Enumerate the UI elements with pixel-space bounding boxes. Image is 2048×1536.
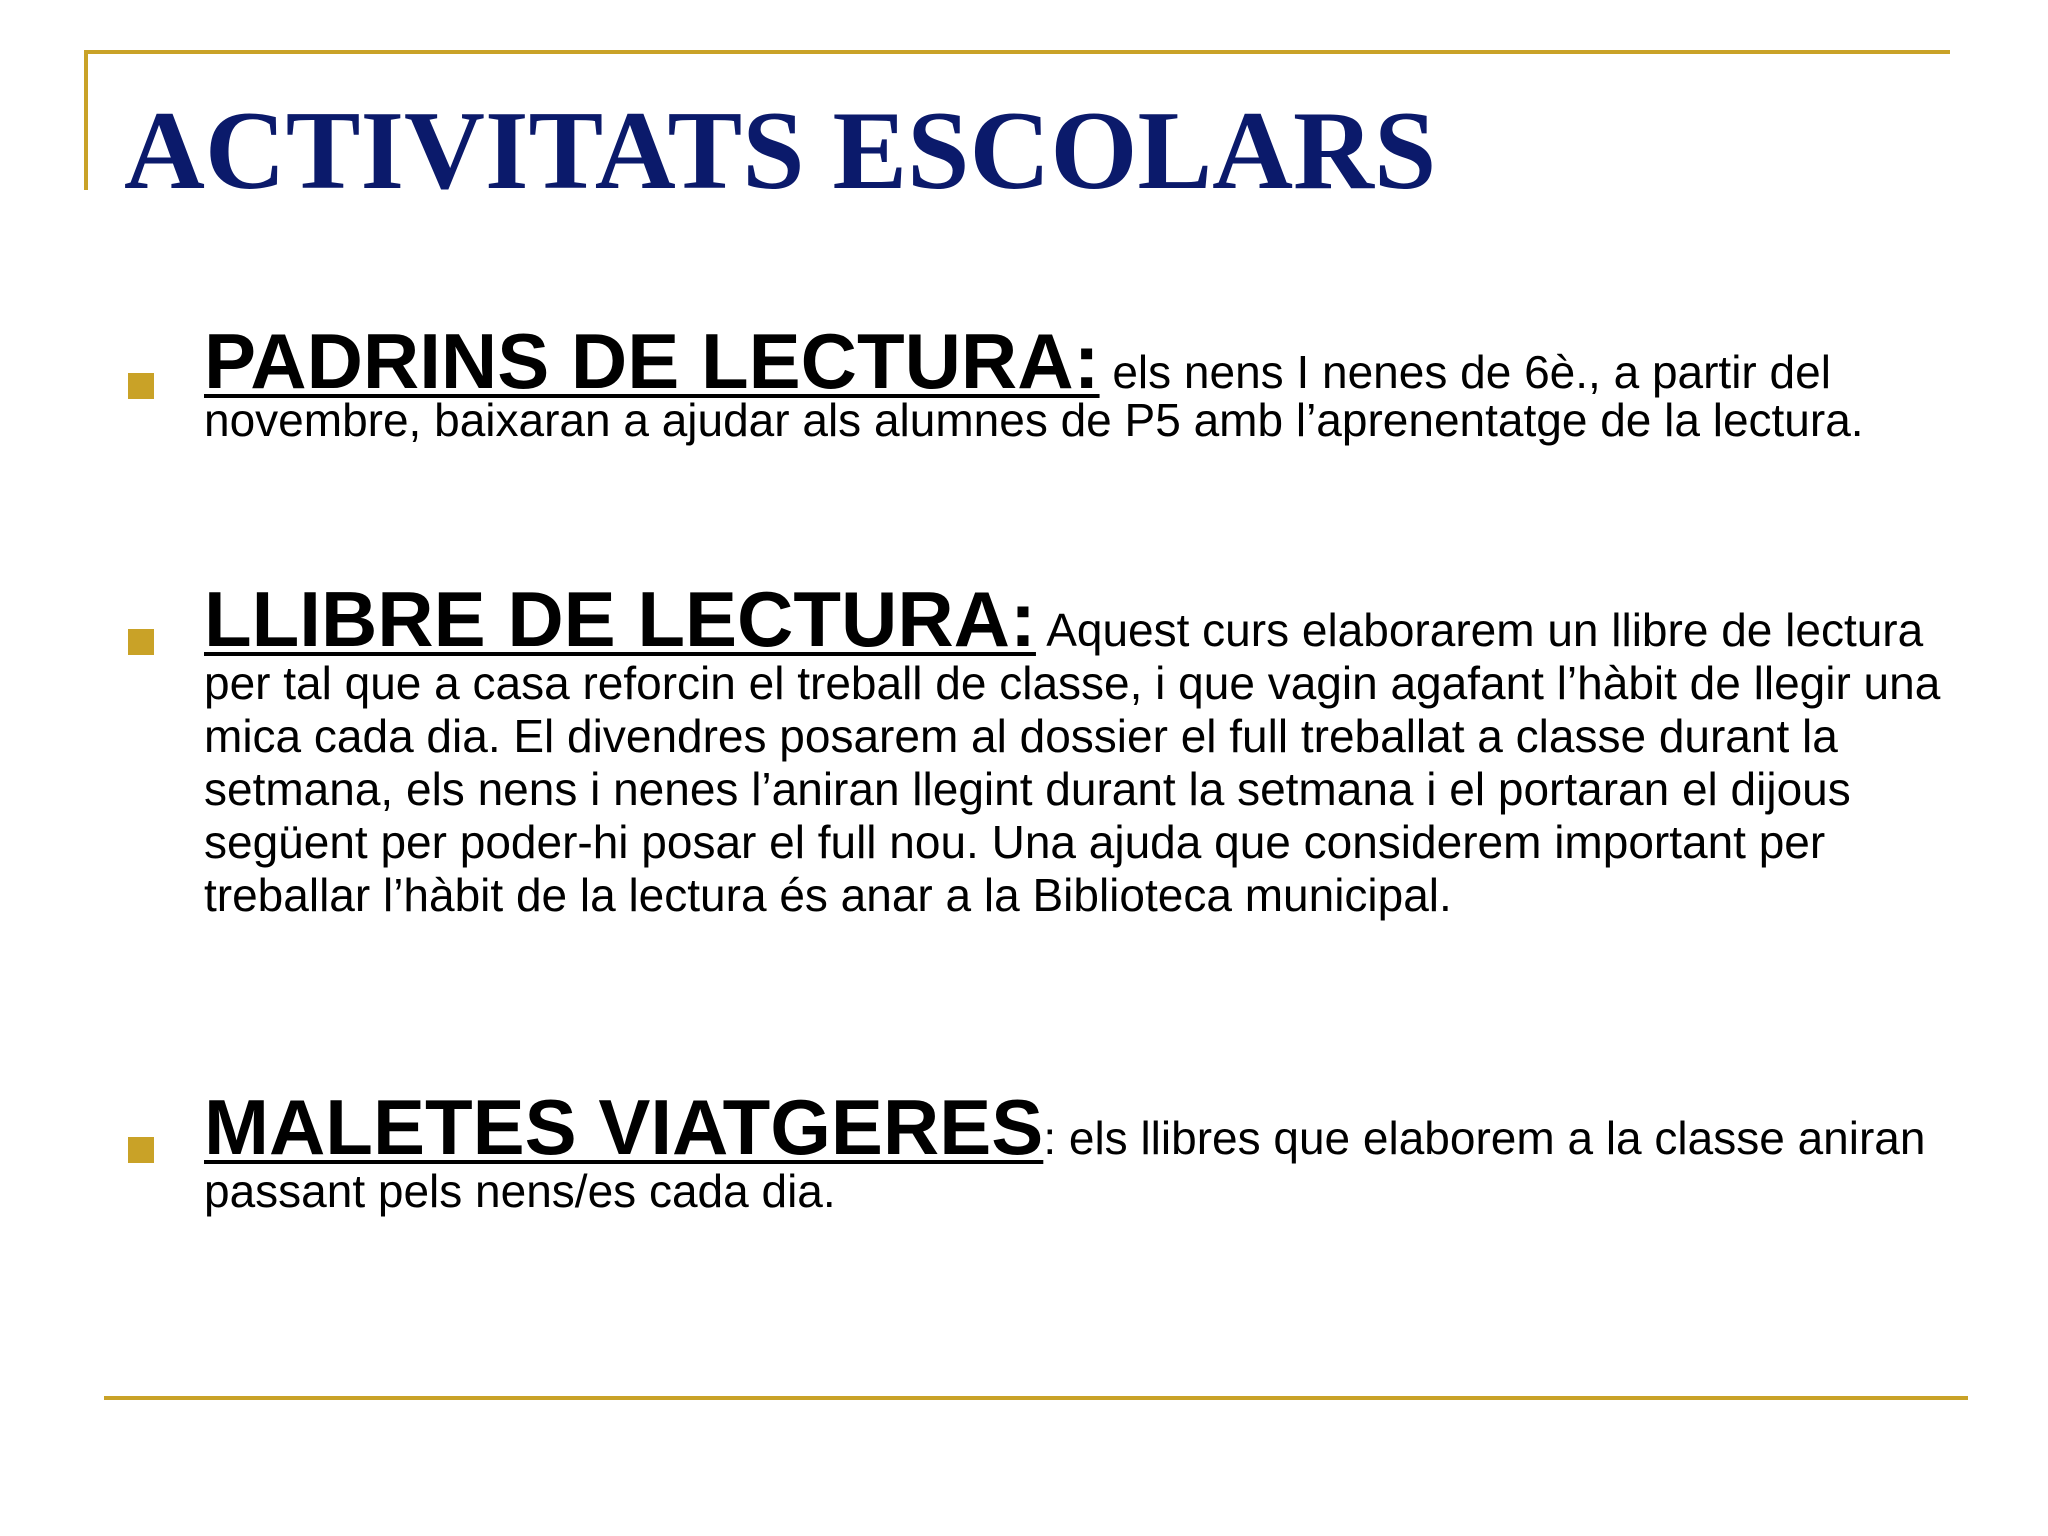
bullet-description: : els llibres que elaborem a la classe aniran passant pels nens/es cada dia. [204, 1112, 1926, 1217]
square-bullet-icon [128, 373, 154, 399]
square-bullet-icon [128, 1137, 154, 1163]
bullet-text [204, 317, 1948, 446]
bullet-term: PADRINS DE LECTURA: [204, 317, 1100, 405]
bottom-divider [104, 1396, 1968, 1400]
square-bullet-icon [128, 629, 154, 655]
bullet-description: Aquest curs elaborarem un llibre de lectura per tal que a casa reforcin el treball de classe, i que vagin agafant l’hàbit de llegir una mica cada dia. El divendres posarem al dossier el full treballat a classe durant la setmana, els nens i nenes l’aniran llegint durant la setmana i el portaran el dijous següent per poder-hi posar el full nou. Una ajuda que considerem important per treballar l’hàbit de la lectura és anar a la Biblioteca municipal. [204, 604, 1941, 921]
bullet-text [204, 575, 1948, 922]
bullet-term: LLIBRE DE LECTURA: [204, 575, 1036, 663]
bullet-text [204, 1083, 1948, 1218]
left-divider [84, 50, 88, 190]
bullet-term: MALETES VIATGERES [204, 1083, 1044, 1171]
slide-title: ACTIVITATS ESCOLARS [124, 89, 1437, 213]
top-divider [84, 50, 1950, 54]
bullet-description: els nens I nenes de 6è., a partir del novembre, baixaran a ajudar als alumnes de P5 amb l’aprenentatge de la lectura. [204, 346, 1864, 446]
